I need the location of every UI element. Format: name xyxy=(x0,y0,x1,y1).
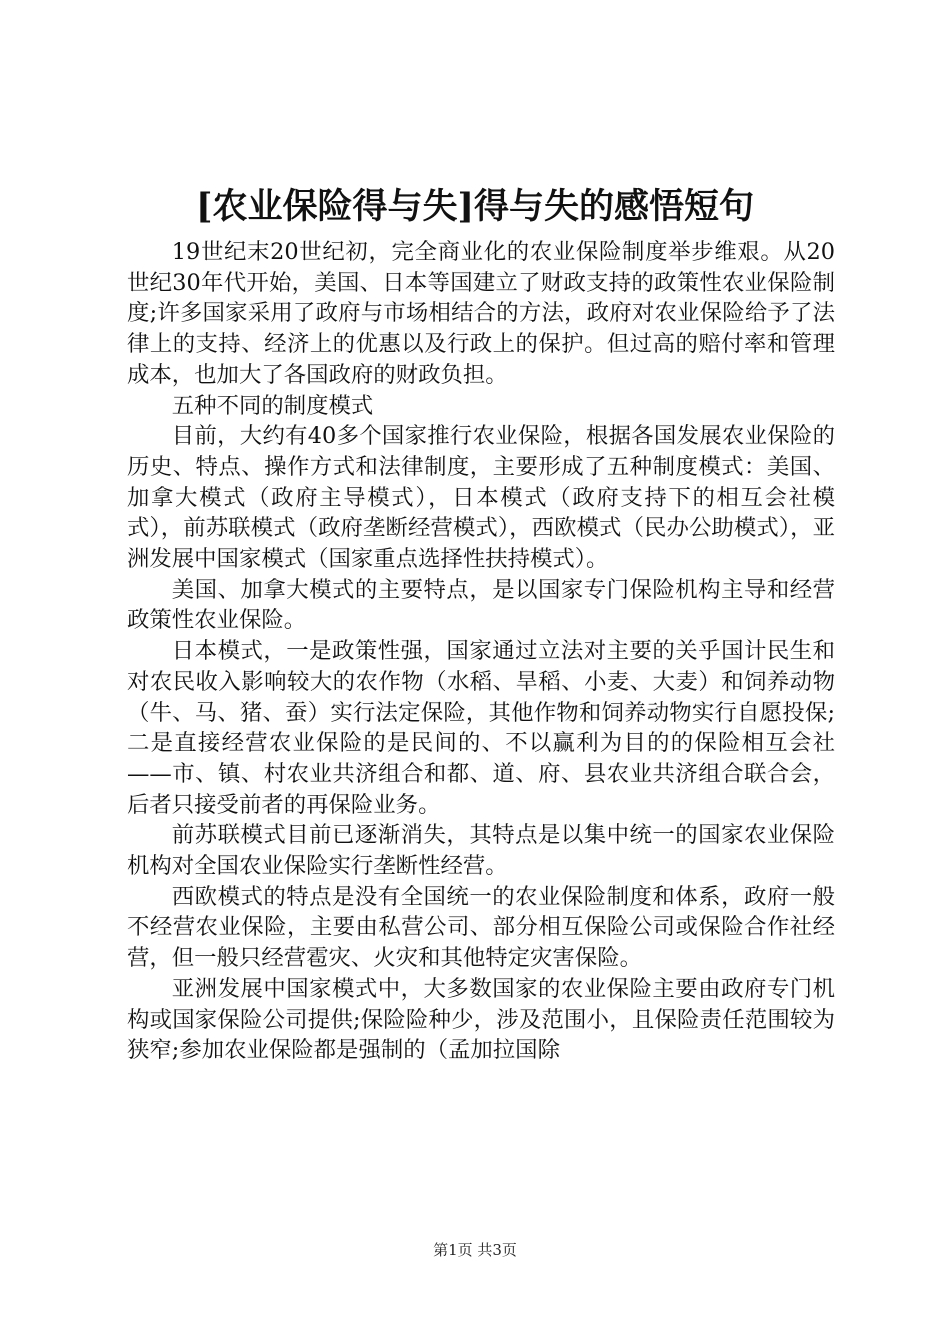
paragraph-intro: 19世纪末20世纪初，完全商业化的农业保险制度举步维艰。从20世纪30年代开始，美国、日本等国建立了财政支持的政策性农业保险制度;许多国家采用了政府与市场相结合的方法，政府对农业保险给予了法律上的支持、经济上的优惠以及行政上的保护。但过高的赔付率和管理成本，也加大了各国政府的财政负担。 xyxy=(127,239,835,388)
page-number-footer: 第1页 共3页 xyxy=(433,1241,517,1259)
paragraph-us-canada-model: 美国、加拿大模式的主要特点，是以国家专门保险机构主导和经营政策性农业保险。 xyxy=(127,576,835,634)
document-body xyxy=(127,237,835,1066)
paragraph-asia-developing-model: 亚洲发展中国家模式中，大多数国家的农业保险主要由政府专门机构或国家保险公司提供;保险险种少，涉及范围小，且保险责任范围较为狭窄;参加农业保险都是强制的（孟加拉国除 xyxy=(127,975,835,1064)
paragraph-soviet-model: 前苏联模式目前已逐渐消失，其特点是以集中统一的国家农业保险机构对全国农业保险实行垄断性经营。 xyxy=(127,822,835,880)
paragraph-western-europe-model: 西欧模式的特点是没有全国统一的农业保险制度和体系，政府一般不经营农业保险，主要由私营公司、部分相互保险公司或保险合作社经营，但一般只经营雹灾、火灾和其他特定灾害保险。 xyxy=(127,883,835,972)
paragraph-japan-model: 日本模式，一是政策性强，国家通过立法对主要的关乎国计民生和对农民收入影响较大的农作物（水稻、旱稻、小麦、大麦）和饲养动物（牛、马、猪、蚕）实行法定保险，其他作物和饲养动物实行自愿投保;二是直接经营农业保险的是民间的、不以赢利为目的的保险相互会社——市、镇、村农业共济组合和都、道、府、县农业共济组合联合会，后者只接受前者的再保险业务。 xyxy=(127,638,835,818)
section-heading-five-models: 五种不同的制度模式 xyxy=(171,392,374,419)
paragraph-five-models-overview: 目前，大约有40多个国家推行农业保险，根据各国发展农业保险的历史、特点、操作方式和法律制度，主要形成了五种制度模式：美国、加拿大模式（政府主导模式），日本模式（政府支持下的相互会社模式），前苏联模式（政府垄断经营模式），西欧模式（民办公助模式），亚洲发展中国家模式（国家重点选择性扶持模式）。 xyxy=(127,423,835,573)
document-title: [农业保险得与失]得与失的感悟短句 xyxy=(195,186,755,227)
